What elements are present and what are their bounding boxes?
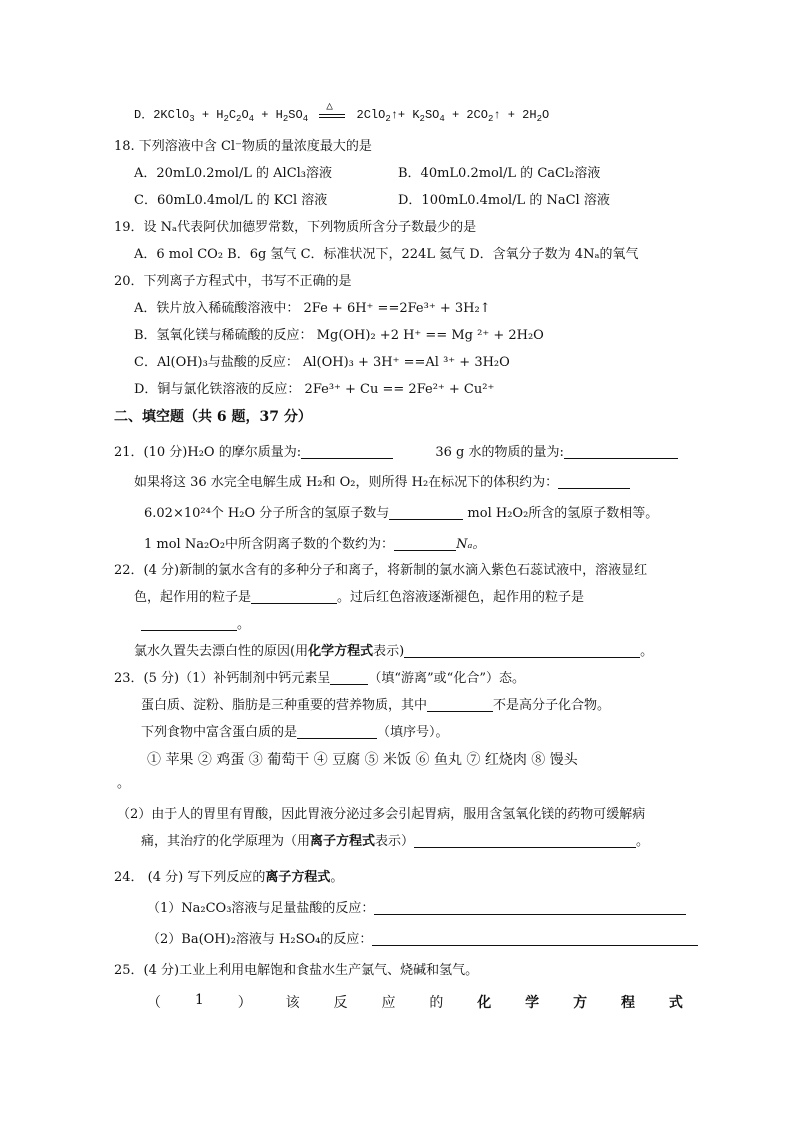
q19-stem: 19．设 Nₐ代表阿伏加德罗常数，下列物质所含分子数最少的是 xyxy=(114,220,477,235)
q21-molar-mass-label: 21．(10 分)H₂O 的摩尔质量为: xyxy=(114,445,302,460)
q25-char: 应 xyxy=(381,995,396,1011)
q25-char: 1 xyxy=(194,992,204,1008)
q24-na2co3-label: （1）Na₂CO₃溶液与足量盐酸的反应： xyxy=(147,901,375,916)
q21-amount-blank[interactable] xyxy=(564,444,678,459)
q25-char: 反 xyxy=(333,995,348,1011)
q21-amount-label: 36 g 水的物质的量为: xyxy=(435,445,564,460)
q22-reason-tail: 表示) xyxy=(373,644,405,659)
q23-protein-blank[interactable] xyxy=(297,724,377,739)
q17-d-prod6: O xyxy=(542,108,550,122)
q17-d-label: D．2KClO xyxy=(134,108,190,122)
q25-char: 的 xyxy=(429,995,444,1011)
q24-line2 xyxy=(147,900,686,918)
q20-option-d: D．铜与氯化铁溶液的反应： 2Fe³⁺ + Cu == 2Fe²⁺ + Cu²⁺ xyxy=(134,382,495,397)
q22-period: 。 xyxy=(237,617,251,632)
q25-char-bold: 程 xyxy=(620,995,635,1011)
q23-principle-tail: 表示） xyxy=(375,834,415,849)
q25-spread-line xyxy=(147,992,683,1012)
q17-d-prod3: SO xyxy=(424,108,440,122)
q23-nutrient-tail: 不是高分子化合物。 xyxy=(493,698,611,713)
q24-line3 xyxy=(147,931,698,949)
q25-line1: 25．(4 分)工业上利用电解饱和食盐水生产氯气、烧碱和氢气。 xyxy=(114,963,479,978)
q24-label: 24． (4 分) 写下列反应的 xyxy=(114,870,266,885)
q21-line2 xyxy=(134,474,630,492)
q21-anion-label: 1 mol Na₂O₂中所含阴离子数的个数约为： xyxy=(144,537,395,552)
q23-line6: （2）由于人的胃里有胃酸，因此胃液分泌过多会引起胃病，服用含氢氧化镁的药物可缓解病 xyxy=(117,807,646,822)
q17-d-text3: O xyxy=(241,108,249,122)
q22-line3 xyxy=(141,616,250,634)
section-title: 二、填空题（共 6 题，37 分） xyxy=(114,409,312,425)
q25-char-bold: 方 xyxy=(573,995,588,1011)
q21-line3 xyxy=(144,505,658,523)
q24-na2co3-blank[interactable] xyxy=(374,900,686,915)
q23-principle-bold: 离子方程式 xyxy=(310,834,376,849)
q23-nutrient-label: 蛋白质、淀粉、脂肪是三种重要的营养物质，其中 xyxy=(141,698,428,713)
heat-triangle: △ xyxy=(326,101,333,113)
q23-foods: ① 苹果 ② 鸡蛋 ③ 葡萄干 ④ 豆腐 ⑤ 米饭 ⑥ 鱼丸 ⑦ 红烧肉 ⑧ 馒头 xyxy=(147,752,578,768)
q21-line4 xyxy=(144,536,485,554)
q25-char: ） xyxy=(237,995,252,1011)
q22-line1: 22．(4 分)新制的氯水含有的多种分子和离子，将新制的氯水滴入紫色石蕊试液中，溶液显红 xyxy=(114,563,648,578)
q23-calcium-blank[interactable] xyxy=(330,670,368,685)
q24-line1 xyxy=(114,869,343,887)
q25-char: （ xyxy=(147,995,161,1011)
q21-h2o2-blank[interactable] xyxy=(389,505,463,520)
q23-calcium-hint: （填“游离”或“化合”）态。 xyxy=(368,671,525,686)
q23-line7 xyxy=(141,833,649,851)
q23-line3 xyxy=(141,724,449,742)
q17-d-text2: C xyxy=(228,108,237,122)
q22-line2 xyxy=(134,589,584,607)
q17-d-text4: + H xyxy=(254,108,283,122)
q17-d-prod1: 2ClO xyxy=(356,108,386,122)
q23-line1 xyxy=(114,670,525,688)
q25-char-bold: 式 xyxy=(668,995,683,1011)
q20-option-c: C．Al(OH)₃与盐酸的反应： Al(OH)₃ + 3H⁺ ==Al ³⁺ + 3H₂O xyxy=(134,355,510,370)
q22-reason-label: 氯水久置失去漂白性的原因(用 xyxy=(134,644,309,659)
q18-stem: 18. 下列溶液中含 Cl⁻物质的量浓度最大的是 xyxy=(114,139,372,154)
q22-line4 xyxy=(134,643,653,661)
q22-reason-bold: 化学方程式 xyxy=(308,644,374,659)
q19-options: A．6 mol CO₂ B．6g 氢气 C．标准状况下，224L 氦气 D．含氧分子数为 4Nₐ的氧气 xyxy=(134,247,639,262)
q21-anion-unit: Nₐ。 xyxy=(456,537,486,552)
q17-option-d: D．2KClO$_3$ + $H_2C_2O_4 + H_2SO_4$ △ 2ClO$_2$↑+ $K_2SO_4$ + $2CO_2↑ + 2H_2O$ xyxy=(134,106,549,124)
q24-baoh2-blank[interactable] xyxy=(372,931,698,946)
q22-fade-label: 。过后红色溶液逐渐褪色，起作用的粒子是 xyxy=(337,590,585,605)
q18-option-d: D．100mL0.4mol/L 的 NaCl 溶液 xyxy=(398,193,610,208)
q21-volume-label: 如果将这 36 水完全电解生成 H₂和 O₂，则所得 H₂在标况下的体积约为： xyxy=(134,475,559,490)
q23-principle-label: 痛，其治疗的化学原理为（用 xyxy=(141,834,311,849)
q17-d-text5: SO xyxy=(288,108,303,122)
q17-d-prod4: + 2CO xyxy=(444,108,488,122)
q25-char-bold: 学 xyxy=(525,995,540,1011)
q21-anion-blank[interactable] xyxy=(394,536,456,551)
q18-option-a: A．20mL0.2mol/L 的 AlCl₃溶液 xyxy=(134,166,333,181)
q17-d-prod2: ↑+ K xyxy=(390,108,420,122)
q23-line5: 。 xyxy=(117,776,131,791)
q21-h-atoms-tail: mol H₂O₂所含的氢原子数相等。 xyxy=(463,506,659,521)
q25-char-bold: 化 xyxy=(477,995,492,1011)
q22-reason-blank[interactable] xyxy=(404,643,640,658)
q18-option-c: C．60mL0.4mol/L 的 KCl 溶液 xyxy=(134,193,328,208)
q21-line1 xyxy=(114,444,678,462)
q24-bold: 离子方程式 xyxy=(265,870,331,885)
q23-protein-label: 下列食物中富含蛋白质的是 xyxy=(141,725,298,740)
heating-condition-sign xyxy=(319,101,345,122)
q22-red-blank[interactable] xyxy=(251,589,337,604)
q20-option-b: B．氢氧化镁与稀硫酸的反应： Mg(OH)₂ +2 H⁺ == Mg ²⁺ + 2H₂O xyxy=(134,328,544,343)
q23-calcium-label: 23．(5 分)（1）补钙制剂中钙元素呈 xyxy=(114,671,331,686)
q22-reason-period: 。 xyxy=(640,644,654,659)
q21-h-atoms-label: 6.02×10²⁴个 H₂O 分子所含的氢原子数与 xyxy=(144,506,390,521)
q22-fade-blank[interactable] xyxy=(141,616,237,631)
q23-principle-blank[interactable] xyxy=(414,833,636,848)
q25-char: 该 xyxy=(285,995,300,1011)
q23-line2 xyxy=(141,697,610,715)
q18-option-b: B．40mL0.2mol/L 的 CaCl₂溶液 xyxy=(398,166,601,181)
q20-option-a: A．铁片放入稀硫酸溶液中： 2Fe + 6H⁺ ==2Fe³⁺ + 3H₂↑ xyxy=(134,301,491,316)
q23-protein-hint: （填序号）。 xyxy=(377,725,449,740)
q20-stem: 20．下列离子方程式中，书写不正确的是 xyxy=(114,274,352,289)
q23-principle-period: 。 xyxy=(636,834,650,849)
q23-nutrient-blank[interactable] xyxy=(427,697,493,712)
q24-period: 。 xyxy=(330,870,344,885)
q17-d-text: + H xyxy=(194,108,224,122)
q21-molar-mass-blank[interactable] xyxy=(301,444,393,459)
q24-baoh2-label: （2）Ba(OH)₂溶液与 H₂SO₄的反应： xyxy=(147,932,373,947)
q22-red-label: 色，起作用的粒子是 xyxy=(134,590,252,605)
q17-d-prod5: ↑ + 2H xyxy=(493,108,537,122)
q21-volume-blank[interactable] xyxy=(558,474,630,489)
